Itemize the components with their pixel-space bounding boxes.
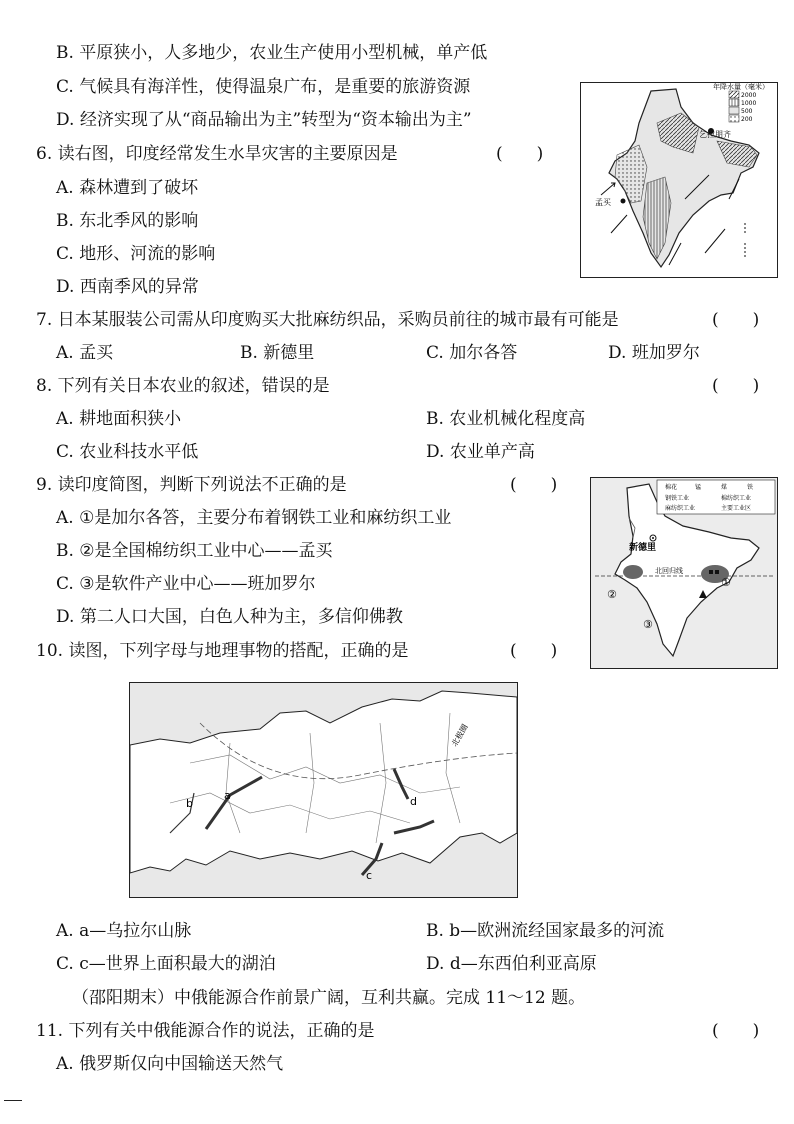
q7-option-c: C. 加尔各答 bbox=[426, 343, 518, 363]
q8-option-b: B. 农业机械化程度高 bbox=[426, 409, 586, 429]
q6-option-d: D. 西南季风的异常 bbox=[56, 277, 199, 297]
q7-option-b: B. 新德里 bbox=[240, 343, 315, 363]
marker-3: ③ bbox=[643, 618, 653, 631]
svg-text:钢铁工业: 钢铁工业 bbox=[665, 495, 690, 502]
q9-option-c: C. ③是软件产业中心——班加罗尔 bbox=[56, 574, 316, 594]
q8-option-d: D. 农业单产高 bbox=[426, 442, 535, 462]
q7-answer-blank[interactable]: ( ) bbox=[712, 310, 760, 330]
india-industry-map bbox=[590, 477, 778, 669]
q5-option-c: C. 气候具有海洋性，使得温泉广布，是重要的旅游资源 bbox=[56, 77, 471, 97]
label-mumbai: 孟买 bbox=[595, 198, 611, 207]
q9-option-d: D. 第二人口大国，白色人种为主，多信仰佛教 bbox=[56, 607, 403, 627]
q11-stem: 11. 下列有关中俄能源合作的说法，正确的是 bbox=[36, 1021, 375, 1041]
q8-option-a: A. 耕地面积狭小 bbox=[56, 409, 182, 429]
q9-option-b: B. ②是全国棉纺织工业中心——孟买 bbox=[56, 541, 333, 561]
label-cherrapunji: 乞拉朋齐 bbox=[699, 130, 731, 139]
svg-text:铁: 铁 bbox=[747, 484, 754, 491]
q8-answer-blank[interactable]: ( ) bbox=[712, 376, 760, 396]
marker-1: ① bbox=[721, 576, 731, 589]
q11-option-a: A. 俄罗斯仅向中国输送天然气 bbox=[56, 1054, 284, 1074]
section-intro: （邵阳期末）中俄能源合作前景广阔，互利共赢。完成 11～12 题。 bbox=[72, 988, 586, 1008]
q7-stem: 7. 日本某服装公司需从印度购买大批麻纺织品，采购员前往的城市最有可能是 bbox=[36, 310, 619, 330]
q10-answer-blank[interactable]: ( ) bbox=[510, 641, 558, 661]
q10-option-a: A. a—乌拉尔山脉 bbox=[56, 921, 192, 941]
svg-text:主要工业区: 主要工业区 bbox=[721, 505, 752, 512]
svg-text:棉纺织工业: 棉纺织工业 bbox=[721, 495, 752, 502]
q10-option-c: C. c—世界上面积最大的湖泊 bbox=[56, 954, 276, 974]
svg-text:锰: 锰 bbox=[695, 484, 702, 491]
svg-text:棉花: 棉花 bbox=[665, 484, 678, 491]
q10-option-b: B. b—欧洲流经国家最多的河流 bbox=[426, 921, 665, 941]
svg-text:200: 200 bbox=[741, 116, 753, 123]
label-arctic-circle: 北极圈 bbox=[449, 722, 470, 748]
q5-option-b: B. 平原狭小，人多地少，农业生产使用小型机械，单产低 bbox=[56, 43, 488, 63]
label-delhi: 新德里 bbox=[629, 543, 657, 553]
label-tropic: 北回归线 bbox=[655, 567, 683, 575]
q7-option-a: A. 孟买 bbox=[56, 343, 114, 363]
q5-option-d: D. 经济实现了从“商品输出为主”转型为“资本输出为主” bbox=[56, 110, 472, 130]
q6-answer-blank[interactable]: ( ) bbox=[496, 144, 544, 164]
marker-2: ② bbox=[607, 588, 617, 601]
rain-legend-title: 年降水量（毫米） bbox=[713, 83, 769, 91]
label-a: a bbox=[224, 789, 231, 802]
page-mark bbox=[4, 1100, 22, 1101]
russia-map bbox=[129, 682, 518, 898]
q11-answer-blank[interactable]: ( ) bbox=[712, 1021, 760, 1041]
q8-stem: 8. 下列有关日本农业的叙述，错误的是 bbox=[36, 376, 330, 396]
india-rainfall-map bbox=[580, 82, 778, 278]
label-b: b bbox=[186, 797, 193, 810]
svg-text:500: 500 bbox=[741, 108, 753, 115]
q6-option-a: A. 森林遭到了破坏 bbox=[56, 178, 199, 198]
label-d: d bbox=[410, 795, 417, 808]
svg-text:麻纺织工业: 麻纺织工业 bbox=[665, 505, 696, 512]
q8-option-c: C. 农业科技水平低 bbox=[56, 442, 199, 462]
svg-text:煤: 煤 bbox=[721, 484, 728, 491]
svg-text:2000: 2000 bbox=[741, 92, 757, 99]
svg-text:1000: 1000 bbox=[741, 100, 757, 107]
q6-option-c: C. 地形、河流的影响 bbox=[56, 244, 216, 264]
q7-option-d: D. 班加罗尔 bbox=[608, 343, 700, 363]
q9-option-a: A. ①是加尔各答，主要分布着钢铁工业和麻纺织工业 bbox=[56, 508, 452, 528]
q10-stem: 10. 读图，下列字母与地理事物的搭配，正确的是 bbox=[36, 641, 409, 661]
q9-stem: 9. 读印度简图，判断下列说法不正确的是 bbox=[36, 475, 347, 495]
q10-option-d: D. d—东西伯利亚高原 bbox=[426, 954, 597, 974]
label-c: c bbox=[366, 869, 373, 882]
q6-stem: 6. 读右图，印度经常发生水旱灾害的主要原因是 bbox=[36, 144, 398, 164]
mumbai-dot bbox=[621, 199, 626, 204]
q9-answer-blank[interactable]: ( ) bbox=[510, 475, 558, 495]
q6-option-b: B. 东北季风的影响 bbox=[56, 211, 199, 231]
